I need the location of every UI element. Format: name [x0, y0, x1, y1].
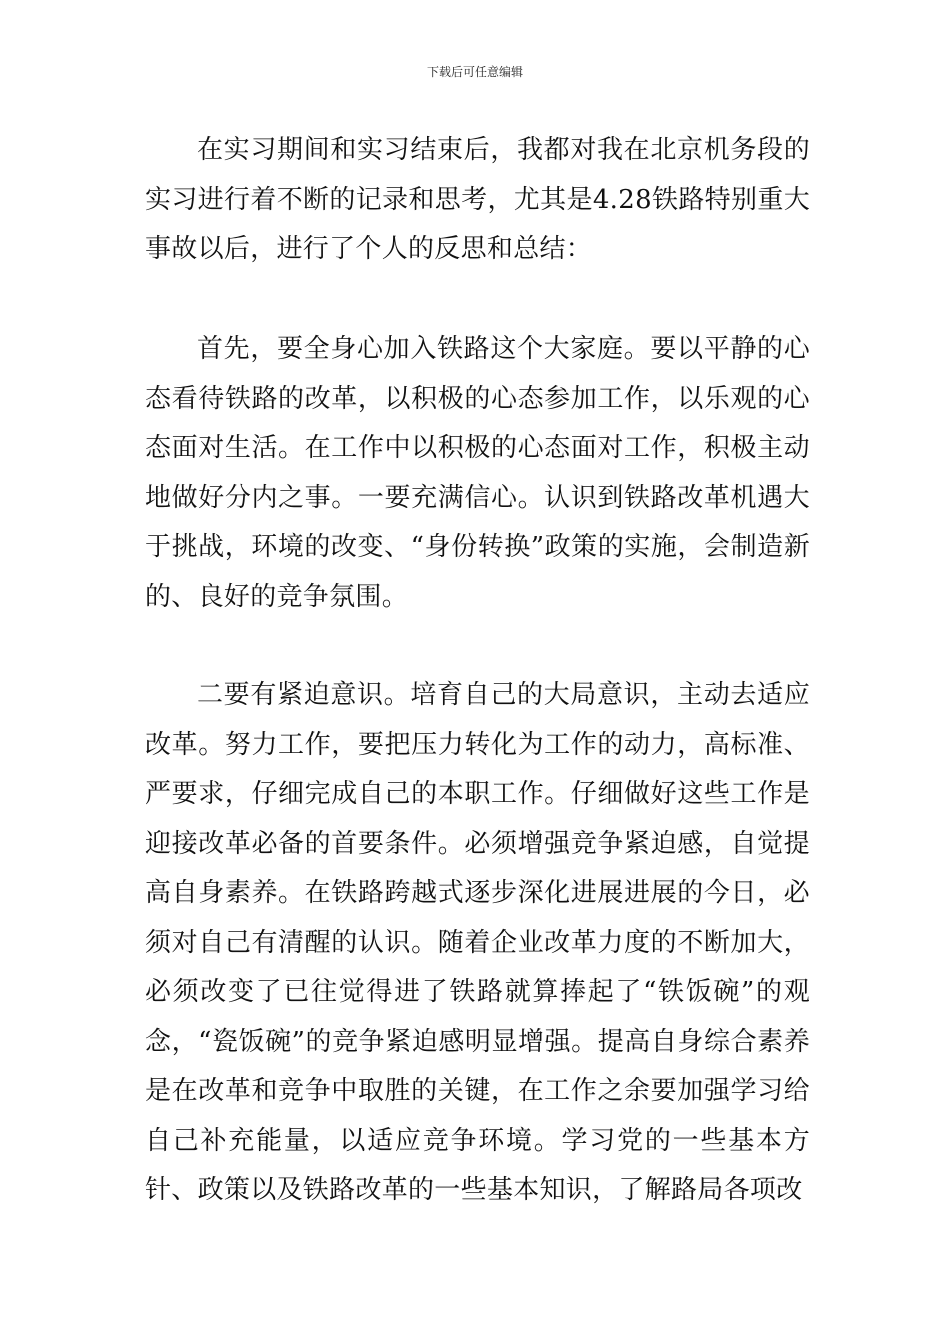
page-header: 下载后可任意编辑	[426, 65, 523, 79]
paragraph-second-point: 二要有紧迫意识。培育自己的大局意识，主动去适应改革。努力工作，要把压力转化为工作的动力，高标准、严要求，仔细完成自己的本职工作。仔细做好这些工作是迎接改革必备的首要条件。必须增强竞争紧迫感，自觉提高自身素养。在铁路跨越式逐步深化进展进展的今日，必须对自己有清醒的认识。随着企业改革力度的不断加大，必须改变了已往觉得进了铁路就算捧起了“铁饭碗”的观念，“瓷饭碗”的竞争紧迫感明显增强。提高自身综合素养是在改革和竞争中取胜的关键，在工作之余要加强学习给自己补充能量，以适应竞争环境。学习党的一些基本方针、政策以及铁路改革的一些基本知识，了解路局各项改	[145, 680, 810, 1205]
paragraph-reflection-intro: 在实习期间和实习结束后，我都对我在北京机务段的实习进行着不断的记录和思考，尤其是4.28铁路特别重大事故以后，进行了个人的反思和总结：	[145, 135, 810, 264]
paragraph-first-point: 首先，要全身心加入铁路这个大家庭。要以平静的心态看待铁路的改革，以积极的心态参加工作，以乐观的心态面对生活。在工作中以积极的心态面对工作，积极主动地做好分内之事。一要充满信心。认识到铁路改革机遇大于挑战，环境的改变、“身份转换”政策的实施，会制造新的、良好的竞争氛围。	[145, 334, 810, 612]
